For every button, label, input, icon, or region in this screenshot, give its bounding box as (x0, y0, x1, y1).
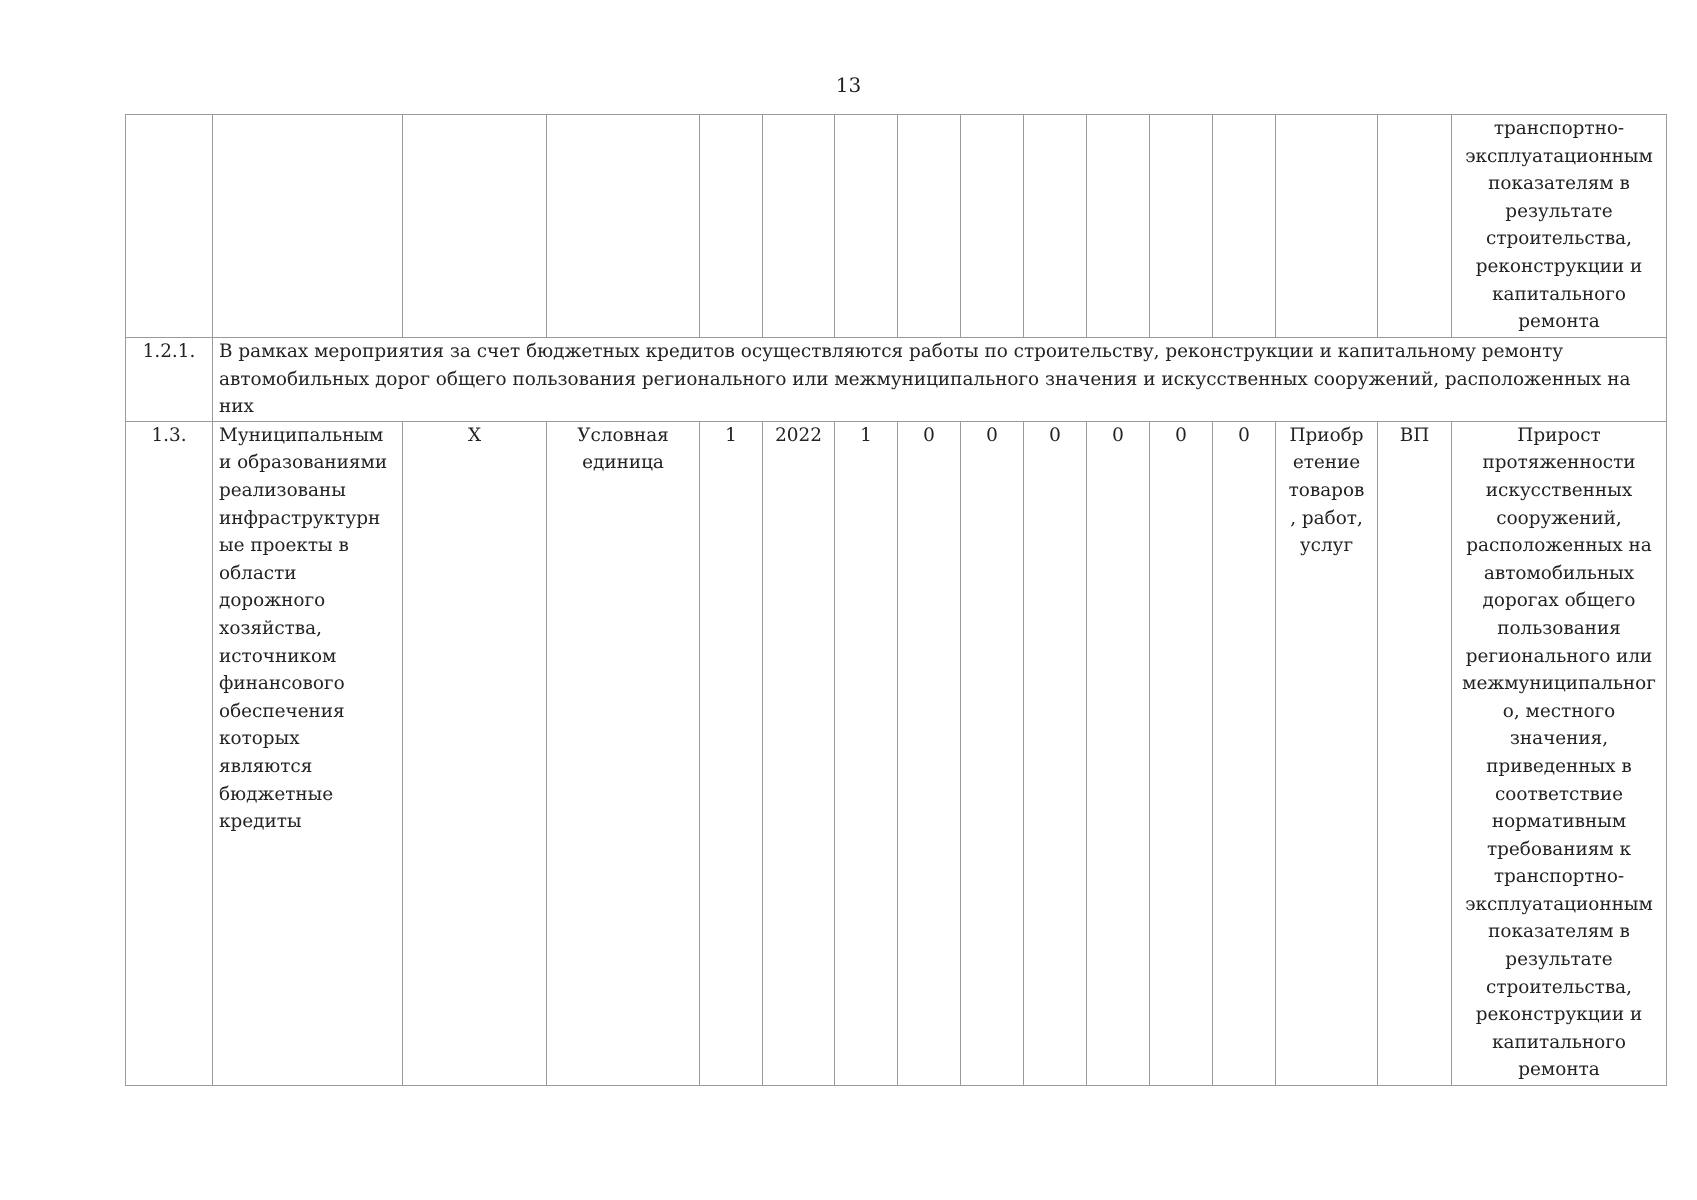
cell-col3: Х (403, 421, 547, 1085)
cell-empty (1150, 115, 1213, 338)
cell-value-2: 0 (898, 421, 961, 1085)
page-number: 13 (835, 73, 862, 97)
table-row-1-2-1 (126, 338, 1667, 422)
cell-value-5: 0 (1087, 421, 1150, 1085)
cell-empty (213, 115, 403, 338)
cell-empty (1276, 115, 1378, 338)
cell-empty (835, 115, 898, 338)
cell-empty (898, 115, 961, 338)
cell-value-3: 0 (961, 421, 1024, 1085)
cell-empty (1024, 115, 1087, 338)
cell-row-number: 1.3. (126, 421, 213, 1085)
cell-value-6: 0 (1150, 421, 1213, 1085)
cell-result-description: Прирост протяженности искусственных сооружений, расположенных на автомобильных дорогах общего пользования регионального или межмуниципальног о, местного значения, приведенных в соответствие нормативным требованиям к транспортно- эксплуатационным показателям в результате строительства, реконструкции и капитального ремонта (1452, 421, 1667, 1085)
cell-result-continued: транспортно- эксплуатационным показателям в результате строительства, реконструкции и капитального ремонта (1452, 115, 1667, 338)
cell-empty (126, 115, 213, 338)
cell-unit: Условная единица (547, 421, 700, 1085)
cell-value-4: 0 (1024, 421, 1087, 1085)
cell-activity-description: В рамках мероприятия за счет бюджетных кредитов осуществляются работы по строительству, реконструкции и капитальному ремонту автомобильных дорог общего пользования регионального или межмуниципального значения и искусственных сооружений, расположенных на них (213, 338, 1667, 422)
cell-result-name: Муниципальным и образованиями реализованы инфраструктурн ые проекты в области дорожного хозяйства, источником финансового обеспечения которых являются бюджетные кредиты (213, 421, 403, 1085)
cell-code: ВП (1378, 421, 1452, 1085)
cell-empty (1087, 115, 1150, 338)
cell-empty (763, 115, 835, 338)
cell-empty (1213, 115, 1276, 338)
cell-empty (961, 115, 1024, 338)
cell-type: Приобр етение товаров , работ, услуг (1276, 421, 1378, 1085)
cell-value-7: 0 (1213, 421, 1276, 1085)
table-row-continued (126, 115, 1667, 338)
cell-base-value: 1 (700, 421, 763, 1085)
cell-base-year: 2022 (763, 421, 835, 1085)
indicators-table (125, 114, 1667, 1086)
cell-value-1: 1 (835, 421, 898, 1085)
cell-empty (1378, 115, 1452, 338)
cell-empty (700, 115, 763, 338)
cell-empty (403, 115, 547, 338)
cell-empty (547, 115, 700, 338)
table-row-1-3 (126, 421, 1667, 1085)
cell-row-number: 1.2.1. (126, 338, 213, 422)
